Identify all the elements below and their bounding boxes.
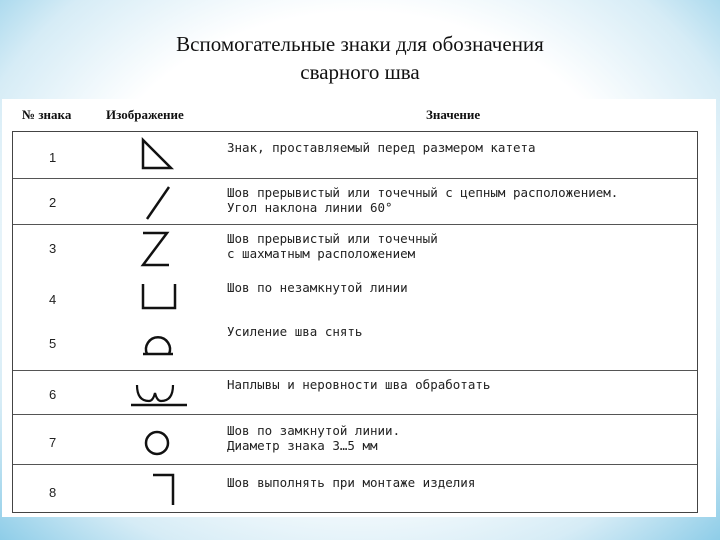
row-meaning: Усиление шва снять	[227, 324, 363, 339]
wave-arcs-icon	[123, 371, 193, 415]
slash-line-icon	[123, 181, 183, 225]
header-meaning: Значение	[426, 107, 481, 122]
circle-icon	[123, 419, 183, 463]
row-meaning: Шов прерывистый или точечный с цепным расположением. Угол наклона линии 60°	[227, 185, 619, 215]
z-shape-icon	[123, 227, 183, 271]
title-line-1: Вспомогательные знаки для обозначения	[176, 32, 544, 56]
row-number: 3	[49, 241, 57, 256]
table-row	[13, 272, 697, 316]
symbols-table	[2, 99, 716, 517]
table-body	[12, 131, 698, 513]
row-meaning: Шов прерывистый или точечный с шахматным расположением	[227, 231, 438, 261]
header-number: № знака	[22, 107, 72, 122]
table-row	[13, 132, 697, 178]
semicircle-icon	[123, 324, 183, 368]
row-number: 5	[49, 336, 57, 351]
row-number: 1	[49, 150, 57, 165]
table-row	[13, 316, 697, 370]
row-number: 7	[49, 435, 57, 450]
triangle-icon	[123, 134, 183, 178]
row-meaning: Наплывы и неровности шва обработать	[227, 377, 491, 392]
row-meaning: Шов выполнять при монтаже изделия	[227, 475, 476, 490]
table-row	[13, 414, 697, 465]
table-row	[13, 178, 697, 225]
row-meaning: Шов по замкнутой линии. Диаметр знака 3…5 мм	[227, 423, 401, 453]
row-number: 8	[49, 485, 57, 500]
page-title	[0, 30, 720, 86]
table-row	[13, 370, 697, 415]
row-meaning: Знак, проставляемый перед размером катета	[227, 140, 536, 155]
row-number: 2	[49, 195, 57, 210]
row-meaning: Шов по незамкнутой линии	[227, 280, 408, 295]
table-row	[13, 224, 697, 273]
corner-flag-icon	[123, 469, 183, 513]
header-image: Изображение	[106, 107, 184, 122]
row-number: 6	[49, 387, 57, 402]
title-line-2: сварного шва	[300, 60, 420, 84]
table-row	[13, 464, 697, 513]
row-number: 4	[49, 292, 57, 307]
